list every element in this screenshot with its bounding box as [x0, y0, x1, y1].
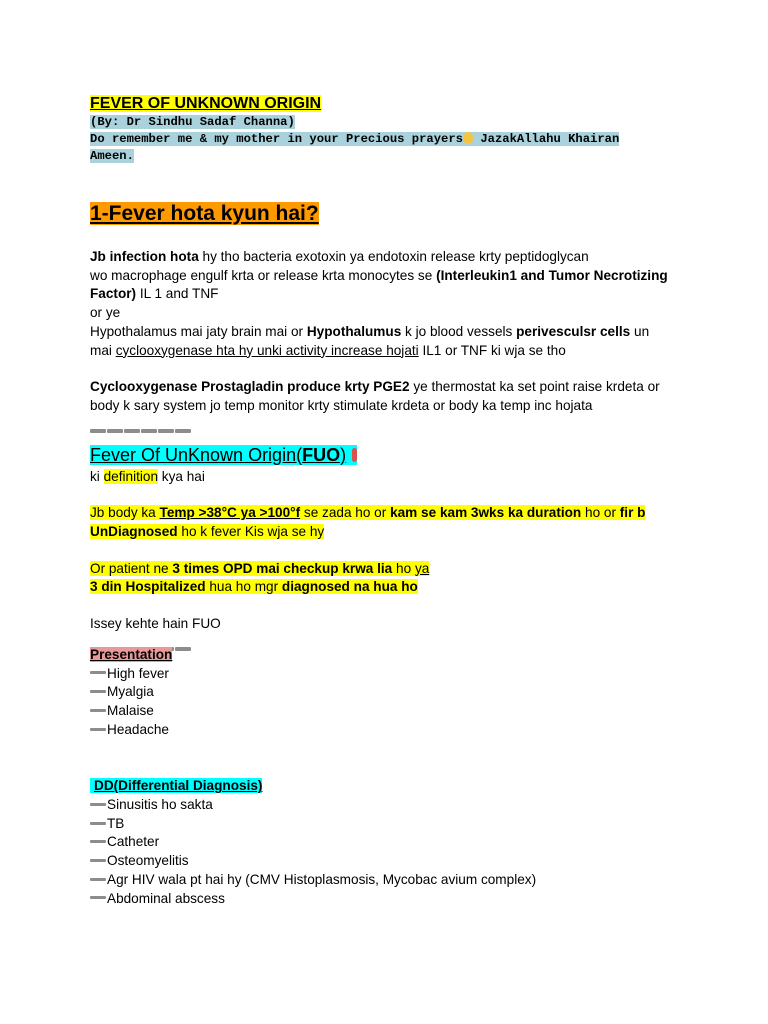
dash-bullet-icon	[90, 803, 106, 806]
section-heading-why-fever: 1-Fever hota kyun hai?	[90, 202, 319, 225]
presentation-list	[90, 665, 690, 740]
list-item: Malaise	[90, 702, 690, 721]
list-item: High fever	[90, 665, 690, 684]
criteria-1: Jb body ka Temp >38°C ya >100°f se zada ho or kam se kam 3wks ka duration ho or fir b UnDiagnosed ho k fever Kis wja se hy	[90, 505, 646, 540]
prayer-line: Do remember me & my mother in your Precious prayers JazakAllahu Khairan	[90, 132, 620, 146]
dash-bullet-icon	[90, 859, 106, 862]
document-body	[90, 94, 690, 908]
list-item: Headache	[90, 721, 690, 740]
praying-hands-icon	[463, 132, 473, 143]
paragraph-prostaglandin: Cyclooxygenase Prostagladin produce krty PGE2 ye thermostat ka set point raise krdeta or body k sary system jo temp monitor krty stimulate krdeta or body ka temp inc hojata	[90, 379, 660, 413]
issey-line: Issey kehte hain FUO	[90, 616, 221, 632]
dash-bullet-icon	[90, 690, 106, 693]
divider	[90, 420, 192, 426]
dd-list	[90, 796, 690, 908]
list-item: Agr HIV wala pt hai hy (CMV Histoplasmosis, Mycobac avium complex)	[90, 871, 690, 890]
divider	[90, 638, 192, 644]
list-item: Sinusitis ho sakta	[90, 796, 690, 815]
list-item: Catheter	[90, 833, 690, 852]
presentation-heading: Presentation	[90, 646, 173, 662]
dash-bullet-icon	[90, 896, 106, 899]
doc-title: FEVER OF UNKNOWN ORIGIN	[90, 95, 322, 112]
dash-bullet-icon	[90, 728, 106, 731]
criteria-2: Or patient ne 3 times OPD mai checkup krwa lia ho ya 3 din Hospitalized hua ho mgr diagnosed na hua ho	[90, 560, 430, 595]
dd-heading: DD(Differential Diagnosis)	[90, 777, 690, 796]
list-item: Osteomyelitis	[90, 852, 690, 871]
dash-bullet-icon	[90, 878, 106, 881]
dash-bullet-icon	[90, 671, 106, 674]
list-item: Abdominal abscess	[90, 890, 690, 909]
prayer-line-2: Ameen.	[90, 149, 134, 163]
list-item: Myalgia	[90, 683, 690, 702]
list-item: TB	[90, 815, 690, 834]
definition-line: ki definition kya hai	[90, 468, 205, 484]
section-heading-fuo: Fever Of UnKnown Origin(FUO)	[90, 442, 690, 468]
dash-bullet-icon	[90, 840, 106, 843]
thermometer-icon	[352, 448, 357, 462]
byline: (By: Dr Sindhu Sadaf Channa)	[90, 115, 295, 129]
dash-bullet-icon	[90, 709, 106, 712]
paragraph-mechanism: Jb infection hota hy tho bacteria exotoxin ya endotoxin release krty peptidoglycan wo macrophage engulf krta or release krta monocytes se (Interleukin1 and Tumor Necrotizing Factor) IL 1 and TNF or ye Hypothalamus mai jaty brain mai or Hypothalumus k jo blood vessels perivesculsr cells un mai cyclooxygenase hta hy unki activity increase hojati IL1 or TNF ki wja se tho	[90, 249, 668, 358]
dash-bullet-icon	[90, 822, 106, 825]
